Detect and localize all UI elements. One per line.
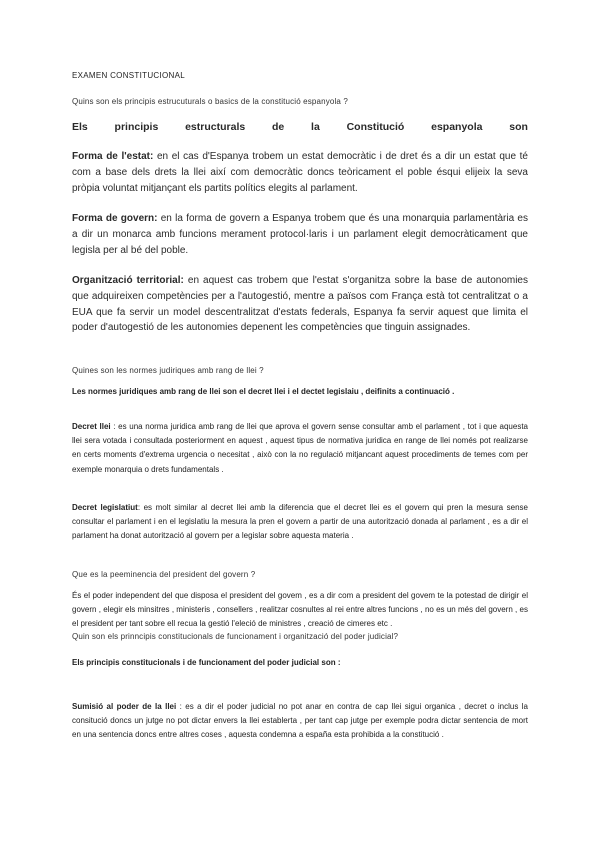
paragraph-organitzacio-territorial (72, 273, 528, 336)
paragraph-lead: Forma de govern: (72, 213, 158, 224)
heading-word: principis (114, 121, 159, 133)
heading-word: la (311, 121, 320, 133)
paragraph-forma-govern (72, 211, 528, 258)
heading-word: Els (72, 121, 88, 133)
question-2: Quines son les normes judiriques amb rang de llei ? (72, 366, 264, 375)
heading-word: espanyola (431, 121, 483, 133)
paragraph-decret-llei (72, 420, 528, 477)
question-4: Quin son els prinncipis constitucionals de funcionament i organització del poder judicial? (72, 632, 399, 641)
paragraph-principis-judicial: Els principis constitucionals i de funcionament del poder judicial son : (72, 658, 341, 667)
paragraph-text: en la forma de govern a Espanya trobem que és una monarquia parlamentària es a dir un monarca amb funcions merament protocol·laris i un parlament elegit democràticament que legisla per al bé del poble. (72, 213, 528, 256)
paragraph-sumisio (72, 700, 528, 743)
paragraph-lead: Sumisió al poder de la llei (72, 702, 177, 711)
heading-word: son (509, 121, 528, 133)
paragraph-text: : es una norma juridica amb rang de llei que aprova el govern sense consultar amb el parlament , tot i que aquesta llei sera votada i consultada posteriorment en aquest , aquest tipus de normativa juridica en range de llei només pot realizarse en certs moments d'extrema urgencia o necesitat , això con la no regulació mitjancant aquest procediments de temes com per exemple monarquia o drets fundamentals . (72, 422, 529, 474)
paragraph-text: en aquest cas trobem que l'estat s'organitza sobre la base de autonomies que adquireixen competències per a l'autogestió, mentre a països com França està tot centralitzat o a EUA que fa servir un model descentralitzat d'estats federals, Espanya fa servir aquest que limita el poder d'autogestió de les autonomies depenent les competències que tinguin assignades. (72, 275, 528, 334)
question-3: Que es la peeminencia del president del govern ? (72, 570, 256, 579)
paragraph-lead: Organització territorial: (72, 275, 184, 286)
paragraph-lead: Decret legislatiut (72, 503, 138, 512)
question-1: Quins son els principis estrucuturals o basics de la constitució espanyola ? (72, 97, 348, 106)
paragraph-text: : es a dir el poder judicial no pot anar en contra de cap llei sigui organica , decret o inclus la consitució doncs un jutge no pot dictar envers la llei establerta , per tant cap jutge per exemple podra dictar sentencia de mort en una sentencia doncs entre altres coses , aquesta condemna a españa esta prohibida a la constitució . (72, 702, 528, 740)
paragraph-lead: Forma de l'estat: (72, 151, 154, 162)
paragraph-lead: Decret llei (72, 422, 111, 431)
paragraph-normes: Les normes juridiques amb rang de llei son el decret llei i el dectet legislaiu , deifinits a continuació . (72, 387, 455, 396)
heading-word: de (271, 121, 285, 133)
heading-word: estructurals (185, 121, 246, 133)
heading-principis (72, 121, 528, 133)
paragraph-text: en el cas d'Espanya trobem un estat democràtic i de dret és a dir un estat que té com a base dels drets la llei així com democràtic doncs teòricament el poble ésqui elijeix la seva pròpia voluntat mitjançant els partits polítics elegits al parlament. (72, 151, 528, 194)
paragraph-text: : es molt similar al decret llei amb la diferencia que el decret llei es el govern qui pren la mesura sense consultar el parlament i en el legislatiu la mesura la pren el govern a partir de una autorització donada al parlament , es a dir el parlament ha donat autorització al govern per a legislar sobre aquesta materia . (72, 503, 528, 541)
paragraph-president: És el poder independent del que disposa el president del govem , es a dir com a president del govem te la potestad de dirigir el govern , elegir els minsitres , ministeris , consellers , realitzar cosnultes al rei entre altres funcions , no es un més del govern , es el president per tant sobre ell recua la gestió l'eleció de ministres , creació de cimeres etc . (72, 591, 528, 629)
paragraph-decret-legislatiu (72, 501, 528, 544)
heading-word: Constitució (346, 121, 405, 133)
document-title: EXAMEN CONSTITUCIONAL (72, 71, 185, 80)
paragraph-forma-estat (72, 149, 528, 196)
